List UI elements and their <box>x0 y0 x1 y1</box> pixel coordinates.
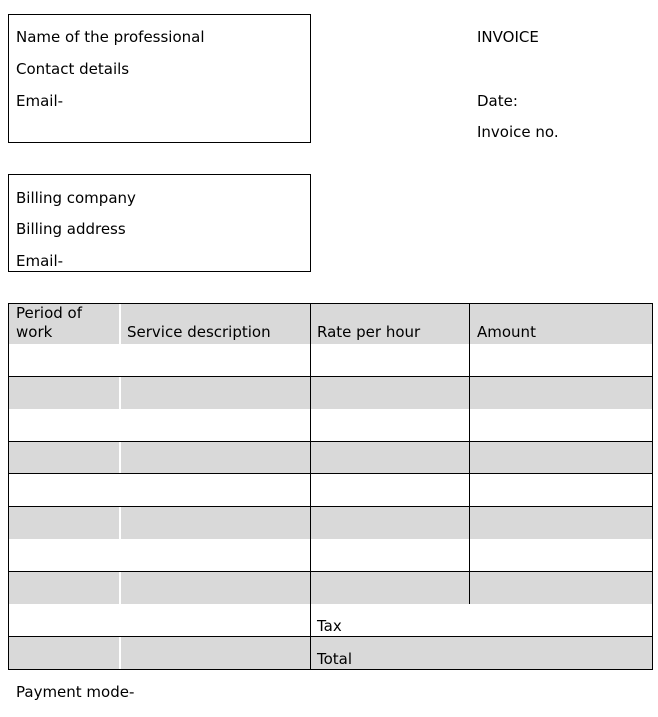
sender-contact: Contact details <box>16 60 130 78</box>
table-header <box>9 304 652 344</box>
invoice-date-label: Date: <box>477 92 518 110</box>
sender-name: Name of the professional <box>16 28 205 46</box>
header-service: Service description <box>127 323 271 341</box>
sender-email: Email- <box>16 92 64 110</box>
table-row <box>9 473 652 506</box>
table-row <box>9 506 652 539</box>
billing-address: Billing address <box>16 220 126 238</box>
billing-company: Billing company <box>16 189 136 207</box>
total-row <box>9 636 652 669</box>
invoice-number-label: Invoice no. <box>477 123 559 141</box>
total-label: Total <box>317 650 353 668</box>
table-row <box>9 571 652 604</box>
billing-email: Email- <box>16 252 64 270</box>
header-amount: Amount <box>477 323 536 341</box>
table-row <box>9 441 652 473</box>
tax-label: Tax <box>317 617 342 635</box>
table-row <box>9 539 652 571</box>
table-row <box>9 409 652 441</box>
tax-row <box>9 604 652 636</box>
table-row <box>9 376 652 409</box>
header-period: Period of work <box>16 304 82 341</box>
invoice-title: INVOICE <box>477 28 539 46</box>
invoice-table <box>8 303 653 670</box>
payment-mode: Payment mode- <box>16 683 135 701</box>
header-rate: Rate per hour <box>317 323 421 341</box>
table-row <box>9 344 652 376</box>
